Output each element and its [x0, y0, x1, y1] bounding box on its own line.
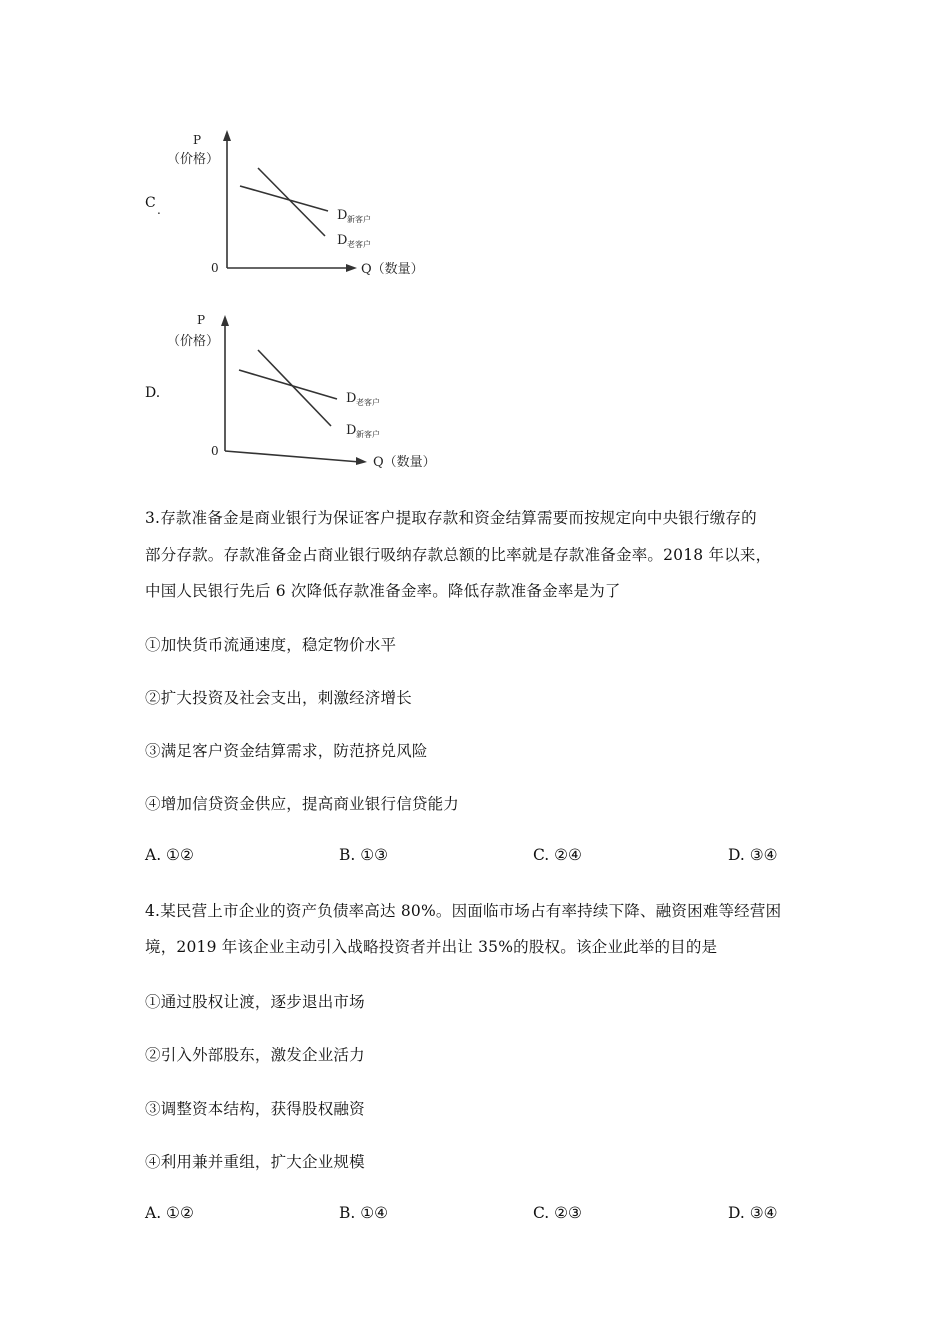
- curve-steep-sub: 新客户: [356, 430, 380, 439]
- demand-graph-d: [165, 305, 455, 475]
- q3-item-2: ②扩大投资及社会支出，刺激经济增长: [145, 689, 412, 707]
- q4-stem-line-1: 4.某民营上市企业的资产负债率高达 80%。因面临市场占有率持续下降、融资困难等经营困: [145, 902, 782, 920]
- q4-item-3: ③调整资本结构，获得股权融资: [145, 1100, 365, 1118]
- y-axis-sublabel: （价格）: [167, 334, 220, 349]
- q3-item-3: ③满足客户资金结算需求，防范挤兑风险: [145, 742, 428, 760]
- curve-steep-sub: 老客户: [347, 240, 371, 249]
- q3-answer-b[interactable]: B. ①③: [339, 846, 389, 864]
- q3-answer-c[interactable]: C. ②④: [533, 846, 582, 864]
- y-axis-label: P: [193, 133, 202, 147]
- option-c-letter: C: [145, 195, 156, 211]
- q3-item-4: ④增加信贷资金供应，提高商业银行信贷能力: [145, 795, 460, 813]
- q3-stem-line-2: 部分存款。存款准备金占商业银行吸纳存款总额的比率就是存款准备金率。2018 年以来，: [145, 546, 772, 564]
- demand-curve-steep: [258, 168, 325, 236]
- x-axis-label: Q（数量）: [361, 262, 424, 277]
- q4-answer-d[interactable]: D. ③④: [728, 1204, 778, 1222]
- q3-item-1: ①加快货币流通速度，稳定物价水平: [145, 636, 397, 654]
- curve-flat-sub: 新客户: [347, 215, 371, 224]
- option-c-dot: .: [157, 203, 161, 217]
- q4-item-1: ①通过股权让渡，逐步退出市场: [145, 993, 365, 1011]
- demand-curve-steep: [258, 350, 331, 426]
- q4-item-4: ④利用兼并重组，扩大企业规模: [145, 1153, 365, 1171]
- q3-answer-a[interactable]: A. ①②: [145, 846, 194, 864]
- y-axis-arrow: [223, 130, 231, 141]
- y-axis-sublabel: （价格）: [167, 152, 220, 167]
- demand-curve-flat: [240, 186, 328, 211]
- curve-flat-label: D: [337, 208, 348, 223]
- q4-answer-c[interactable]: C. ②③: [533, 1204, 582, 1222]
- q4-item-2: ②引入外部股东，激发企业活力: [145, 1046, 365, 1064]
- demand-graph-d-svg: [165, 305, 455, 475]
- x-axis-label: Q（数量）: [373, 455, 436, 470]
- x-axis-arrow: [346, 264, 357, 272]
- curve-flat-label: D: [346, 391, 357, 406]
- curve-flat-sub: 老客户: [356, 398, 380, 407]
- y-axis-label: P: [197, 313, 206, 327]
- demand-graph-c-svg: [165, 125, 445, 285]
- origin-label: 0: [211, 261, 219, 275]
- curve-steep-label: D: [337, 233, 348, 248]
- option-d-letter: D.: [145, 385, 161, 401]
- origin-label: 0: [211, 444, 219, 458]
- curve-steep-label: D: [346, 423, 357, 438]
- q4-stem-line-2: 境，2019 年该企业主动引入战略投资者并出让 35%的股权。该企业此举的目的是: [145, 938, 718, 956]
- demand-graph-c: [165, 125, 445, 285]
- q3-stem-line-1: 3.存款准备金是商业银行为保证客户提取存款和资金结算需要而按规定向中央银行缴存的: [145, 509, 757, 527]
- q3-stem-line-3: 中国人民银行先后 6 次降低存款准备金率。降低存款准备金率是为了: [145, 582, 621, 600]
- x-axis: [225, 451, 360, 462]
- q3-answer-d[interactable]: D. ③④: [728, 846, 778, 864]
- demand-curve-flat: [239, 370, 337, 399]
- q4-answer-b[interactable]: B. ①④: [339, 1204, 389, 1222]
- x-axis-arrow: [356, 457, 367, 465]
- y-axis-arrow: [221, 315, 229, 326]
- q4-answer-a[interactable]: A. ①②: [145, 1204, 194, 1222]
